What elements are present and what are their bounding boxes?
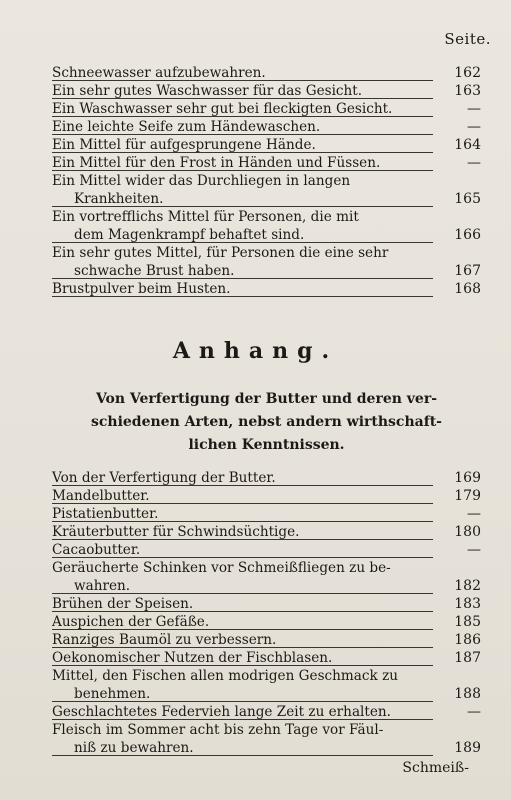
toc-page-number: 179 — [454, 488, 481, 504]
entry-rule — [52, 665, 433, 666]
entry-rule — [52, 557, 433, 558]
toc-entry-text: Krankheiten. — [74, 191, 164, 207]
entry-rule — [52, 521, 433, 522]
toc-entry-text: Schneewasser aufzubewahren. — [52, 65, 266, 81]
toc-entry — [52, 721, 481, 757]
toc-entry-text: benehmen. — [74, 686, 151, 702]
entry-rule — [52, 296, 433, 297]
toc-entry — [52, 244, 481, 280]
appendix-description — [52, 388, 481, 457]
toc-page-number: 167 — [454, 263, 481, 279]
toc-entry-text: Brustpulver beim Husten. — [52, 281, 231, 297]
toc-entry — [52, 523, 481, 541]
toc-entry-text: Brühen der Speisen. — [52, 596, 194, 612]
toc-entry — [52, 703, 481, 721]
toc-entry-text: Auspichen der Gefäße. — [52, 614, 210, 630]
appendix-description-line: Von Verfertigung der Butter und deren ver- — [95, 391, 438, 407]
toc-page-number: — — [467, 506, 481, 522]
toc-page-number: 186 — [454, 632, 481, 648]
toc-entry-text: wahren. — [74, 578, 131, 594]
toc-list-remedies — [52, 64, 481, 298]
toc-entry — [52, 613, 481, 631]
entry-rule — [52, 170, 433, 171]
toc-entry-text: Geräucherte Schinken vor Schmeißfliegen zu be- — [52, 560, 391, 576]
toc-page-number: — — [467, 542, 481, 558]
toc-page-number: 164 — [454, 137, 481, 153]
toc-entry-text: Mandelbutter. — [52, 488, 150, 504]
appendix-description-line: lichen Kenntnissen. — [188, 437, 345, 453]
entry-rule — [52, 152, 433, 153]
toc-entry-text: Ein Mittel für aufgesprungene Hände. — [52, 137, 316, 153]
toc-entry — [52, 118, 481, 136]
appendix-description-line: schiedenen Arten, nebst andern wirthschaft- — [90, 414, 442, 430]
toc-entry — [52, 595, 481, 613]
toc-entry — [52, 64, 481, 82]
toc-entry — [52, 559, 481, 595]
entry-rule — [52, 98, 433, 99]
toc-page-number: 187 — [454, 650, 481, 666]
toc-entry-text: Ein sehr gutes Waschwasser für das Gesicht. — [52, 83, 363, 99]
toc-page-number: — — [467, 155, 481, 171]
toc-entry-text: Oekonomischer Nutzen der Fischblasen. — [52, 650, 333, 666]
toc-entry — [52, 154, 481, 172]
toc-page-number: 189 — [454, 740, 481, 756]
toc-page-number: 165 — [454, 191, 481, 207]
entry-rule — [52, 80, 433, 81]
toc-entry-text: Fleisch im Sommer acht bis zehn Tage vor Fäul- — [52, 722, 384, 738]
entry-rule — [52, 539, 433, 540]
entry-rule — [52, 647, 433, 648]
toc-entry — [52, 100, 481, 118]
toc-entry-text: Von der Verfertigung der Butter. — [52, 470, 276, 486]
toc-entry — [52, 541, 481, 559]
entry-rule — [52, 206, 433, 207]
appendix-title: Anhang. — [172, 338, 339, 364]
toc-page-number: 183 — [454, 596, 481, 612]
toc-page-number: — — [467, 704, 481, 720]
entry-rule — [52, 134, 433, 135]
toc-entry — [52, 172, 481, 208]
toc-entry-text: Ein sehr gutes Mittel, für Personen die eine sehr — [52, 245, 389, 261]
toc-page-number: 169 — [454, 470, 481, 486]
entry-rule — [52, 278, 433, 279]
toc-entry — [52, 469, 481, 487]
entry-rule — [52, 242, 433, 243]
entry-rule — [52, 116, 433, 117]
toc-page-number: — — [467, 101, 481, 117]
toc-entry-text: Mittel, den Fischen allen modrigen Geschmack zu — [52, 668, 398, 684]
entry-rule — [52, 701, 433, 702]
toc-entry — [52, 280, 481, 298]
toc-entry-text: Eine leichte Seife zum Händewaschen. — [52, 119, 321, 135]
toc-entry — [52, 82, 481, 100]
toc-page-number: 185 — [454, 614, 481, 630]
toc-page-number: 182 — [454, 578, 481, 594]
toc-list-butter — [52, 469, 481, 757]
toc-entry — [52, 487, 481, 505]
toc-entry-text: Ein vortrefflichs Mittel für Personen, die mit — [52, 209, 359, 225]
entry-rule — [52, 755, 433, 756]
entry-rule — [52, 719, 433, 720]
toc-entry — [52, 136, 481, 154]
toc-entry — [52, 649, 481, 667]
toc-entry-text: Geschlachtetes Federvieh lange Zeit zu erhalten. — [52, 704, 391, 720]
toc-entry-text: Kräuterbutter für Schwindsüchtige. — [52, 524, 300, 540]
entry-rule — [52, 629, 433, 630]
toc-entry-text: Ein Mittel wider das Durchliegen in langen — [52, 173, 351, 189]
toc-page-number: 180 — [454, 524, 481, 540]
catchword: Schmeiß- — [402, 760, 469, 776]
page-column-header: Seite. — [444, 30, 491, 48]
toc-entry-text: dem Magenkrampf behaftet sind. — [74, 227, 305, 243]
toc-page-number: 166 — [454, 227, 481, 243]
toc-entry-text: Ein Waschwasser sehr gut bei fleckigten Gesicht. — [52, 101, 393, 117]
toc-entry — [52, 667, 481, 703]
entry-rule — [52, 593, 433, 594]
entry-rule — [52, 611, 433, 612]
toc-page-number: 162 — [454, 65, 481, 81]
toc-entry-text: Ranziges Baumöl zu verbessern. — [52, 632, 277, 648]
toc-entry-text: Cacaobutter. — [52, 542, 141, 558]
toc-page-number: 163 — [454, 83, 481, 99]
toc-entry-text: niß zu bewahren. — [74, 740, 194, 756]
toc-entry-text: Ein Mittel für den Frost in Händen und Füssen. — [52, 155, 381, 171]
toc-page-number: — — [467, 119, 481, 135]
toc-entry — [52, 631, 481, 649]
toc-page-number: 168 — [454, 281, 481, 297]
toc-entry-text: Pistatienbutter. — [52, 506, 159, 522]
entry-rule — [52, 503, 433, 504]
entry-rule — [52, 485, 433, 486]
toc-page-number: 188 — [454, 686, 481, 702]
toc-entry — [52, 208, 481, 244]
toc-entry — [52, 505, 481, 523]
toc-entry-text: schwache Brust haben. — [74, 263, 235, 279]
